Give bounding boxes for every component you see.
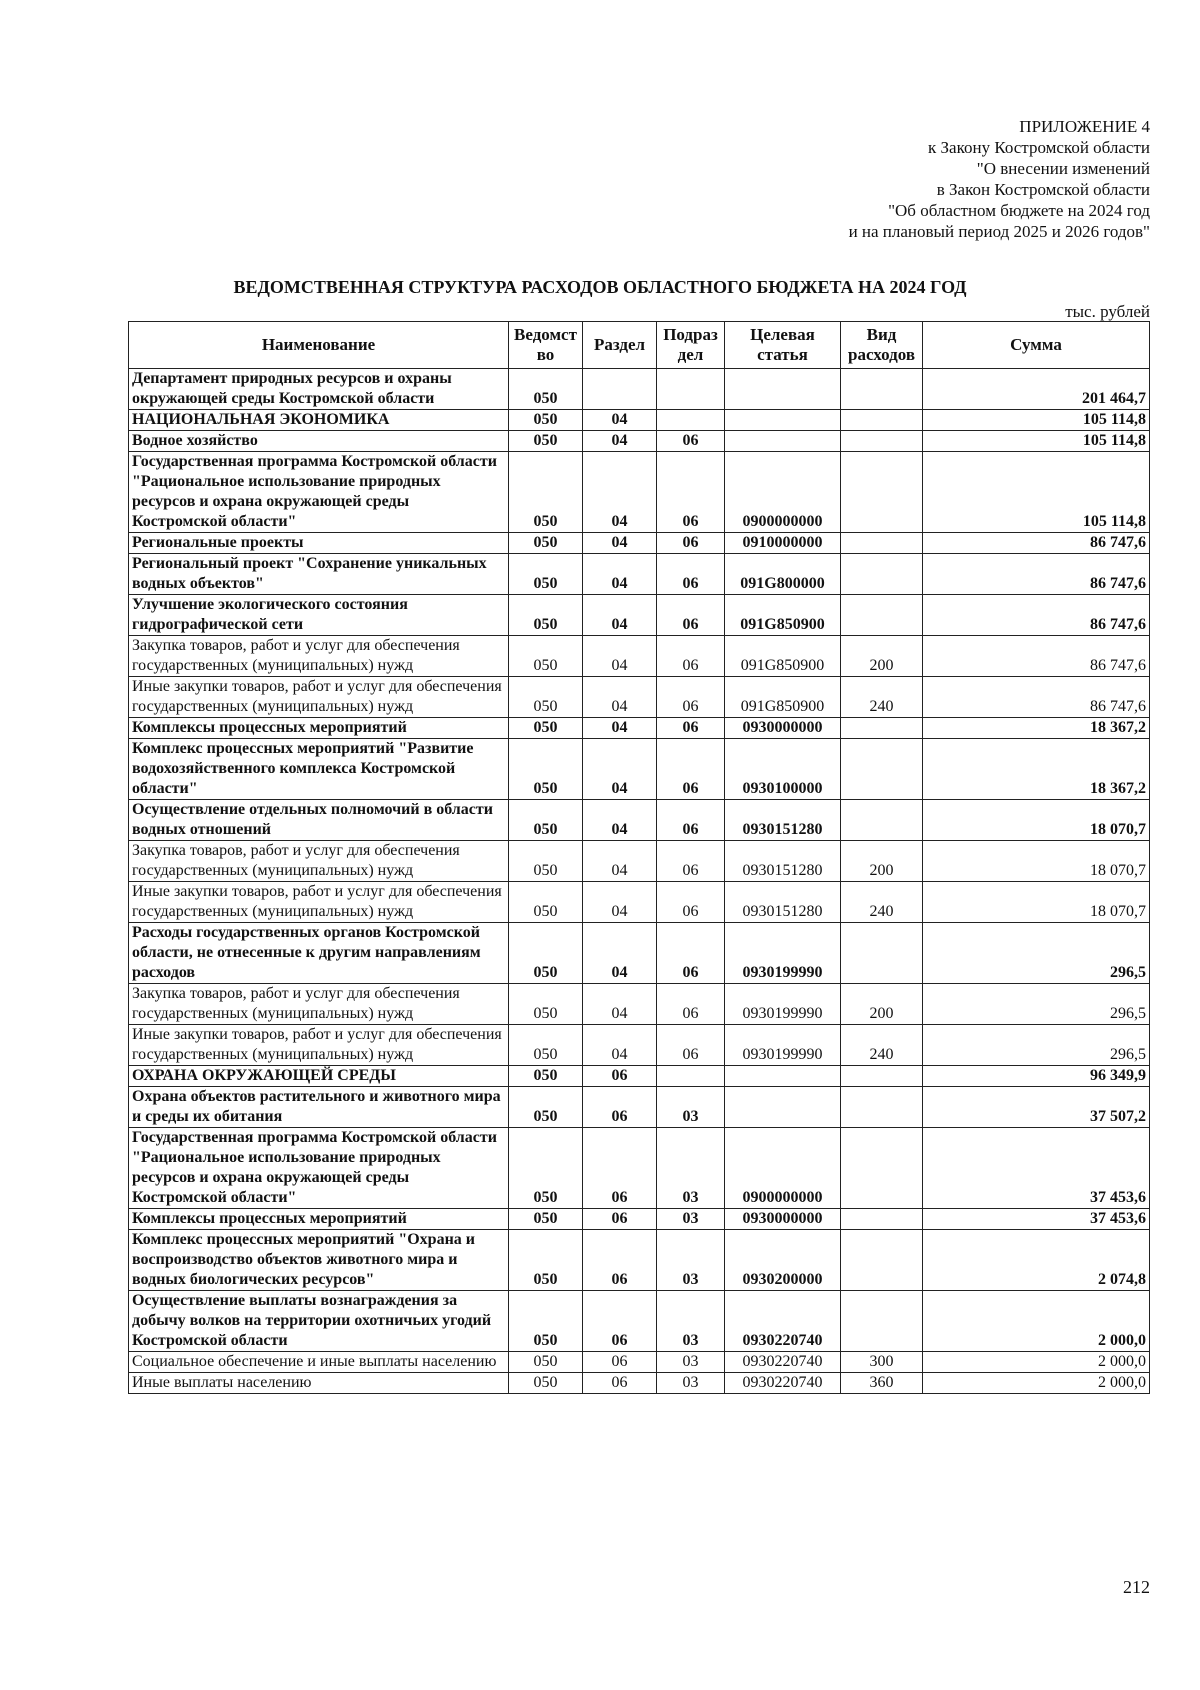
row-expense-type: [841, 1291, 923, 1352]
row-dept: 050: [509, 1230, 583, 1291]
row-subsection: 06: [657, 841, 725, 882]
row-name: Иные закупки товаров, работ и услуг для обеспечения государственных (муниципальных) нужд: [129, 1025, 509, 1066]
row-sum: 2 074,8: [923, 1230, 1150, 1291]
table-row: [129, 1373, 1150, 1394]
row-section: 04: [583, 800, 657, 841]
header-section: Раздел: [583, 322, 657, 369]
row-sum: 18 367,2: [923, 739, 1150, 800]
row-target: 0930000000: [725, 1209, 841, 1230]
row-expense-type: [841, 923, 923, 984]
row-subsection: 03: [657, 1373, 725, 1394]
row-section: [583, 369, 657, 410]
row-sum: 18 070,7: [923, 800, 1150, 841]
row-name: Водное хозяйство: [129, 431, 509, 452]
row-section: 06: [583, 1128, 657, 1209]
row-name: Иные закупки товаров, работ и услуг для обеспечения государственных (муниципальных) нужд: [129, 677, 509, 718]
row-sum: 37 453,6: [923, 1128, 1150, 1209]
row-name: Закупка товаров, работ и услуг для обеспечения государственных (муниципальных) нужд: [129, 841, 509, 882]
row-target: 0930199990: [725, 984, 841, 1025]
table-row: [129, 1087, 1150, 1128]
table-row: [129, 923, 1150, 984]
table-row: [129, 410, 1150, 431]
row-sum: 2 000,0: [923, 1373, 1150, 1394]
document-title: ВЕДОМСТВЕННАЯ СТРУКТУРА РАСХОДОВ ОБЛАСТНОГО БЮДЖЕТА НА 2024 ГОД: [233, 277, 967, 297]
row-target: [725, 1066, 841, 1087]
row-dept: 050: [509, 718, 583, 739]
row-name: Комплексы процессных мероприятий: [129, 1209, 509, 1230]
table-row: [129, 452, 1150, 533]
row-sum: 86 747,6: [923, 595, 1150, 636]
row-dept: 050: [509, 1373, 583, 1394]
table-row: [129, 1025, 1150, 1066]
row-target: [725, 431, 841, 452]
table-row: [129, 533, 1150, 554]
table-row: [129, 800, 1150, 841]
row-target: 0930220740: [725, 1352, 841, 1373]
appendix-line: "О внесении изменений: [976, 159, 1150, 178]
row-target: 0910000000: [725, 533, 841, 554]
row-expense-type: [841, 431, 923, 452]
row-subsection: 03: [657, 1291, 725, 1352]
row-expense-type: 200: [841, 636, 923, 677]
row-section: 04: [583, 739, 657, 800]
row-target: 0930200000: [725, 1230, 841, 1291]
row-expense-type: [841, 800, 923, 841]
row-dept: 050: [509, 369, 583, 410]
row-target: 091G850900: [725, 636, 841, 677]
header-target: Целевая статья: [725, 322, 841, 369]
row-target: 091G850900: [725, 677, 841, 718]
row-dept: 050: [509, 1066, 583, 1087]
row-section: 06: [583, 1291, 657, 1352]
row-expense-type: [841, 718, 923, 739]
appendix-line: к Закону Костромской области: [928, 138, 1150, 157]
row-subsection: 06: [657, 1025, 725, 1066]
row-expense-type: [841, 554, 923, 595]
row-sum: 37 453,6: [923, 1209, 1150, 1230]
row-expense-type: [841, 1230, 923, 1291]
row-dept: 050: [509, 923, 583, 984]
row-subsection: 06: [657, 882, 725, 923]
row-sum: 105 114,8: [923, 452, 1150, 533]
row-expense-type: [841, 1066, 923, 1087]
row-name: Осуществление отдельных полномочий в области водных отношений: [129, 800, 509, 841]
table-row: [129, 1128, 1150, 1209]
row-name: Комплекс процессных мероприятий "Развитие водохозяйственного комплекса Костромской области": [129, 739, 509, 800]
row-name: Комплексы процессных мероприятий: [129, 718, 509, 739]
row-section: 04: [583, 452, 657, 533]
row-target: 0930000000: [725, 718, 841, 739]
row-dept: 050: [509, 677, 583, 718]
row-sum: 2 000,0: [923, 1291, 1150, 1352]
row-section: 04: [583, 636, 657, 677]
table-row: [129, 1230, 1150, 1291]
row-sum: 37 507,2: [923, 1087, 1150, 1128]
page-number: 212: [1123, 1577, 1150, 1597]
row-subsection: 06: [657, 595, 725, 636]
row-expense-type: [841, 410, 923, 431]
row-subsection: 06: [657, 800, 725, 841]
row-expense-type: [841, 1087, 923, 1128]
row-target: 0930100000: [725, 739, 841, 800]
row-section: 04: [583, 1025, 657, 1066]
row-dept: 050: [509, 1025, 583, 1066]
row-name: Улучшение экологического состояния гидрографической сети: [129, 595, 509, 636]
row-subsection: 06: [657, 636, 725, 677]
row-sum: 105 114,8: [923, 431, 1150, 452]
row-subsection: [657, 369, 725, 410]
row-section: 04: [583, 841, 657, 882]
table-row: [129, 739, 1150, 800]
row-expense-type: [841, 452, 923, 533]
row-dept: 050: [509, 739, 583, 800]
row-section: 06: [583, 1209, 657, 1230]
row-expense-type: [841, 595, 923, 636]
row-section: 04: [583, 923, 657, 984]
row-subsection: [657, 410, 725, 431]
row-sum: 18 367,2: [923, 718, 1150, 739]
appendix-line: ПРИЛОЖЕНИЕ 4: [1019, 117, 1150, 136]
row-subsection: 03: [657, 1209, 725, 1230]
row-name: Закупка товаров, работ и услуг для обеспечения государственных (муниципальных) нужд: [129, 636, 509, 677]
row-name: Региональные проекты: [129, 533, 509, 554]
appendix-line: "Об областном бюджете на 2024 год: [888, 201, 1150, 220]
header-name: Наименование: [129, 322, 509, 369]
row-sum: 2 000,0: [923, 1352, 1150, 1373]
row-section: 06: [583, 1087, 657, 1128]
row-target: 0930151280: [725, 800, 841, 841]
row-expense-type: 300: [841, 1352, 923, 1373]
row-name: НАЦИОНАЛЬНАЯ ЭКОНОМИКА: [129, 410, 509, 431]
row-subsection: 03: [657, 1087, 725, 1128]
table-row: [129, 677, 1150, 718]
row-sum: 18 070,7: [923, 882, 1150, 923]
row-target: 0930199990: [725, 923, 841, 984]
header-sum: Сумма: [923, 322, 1150, 369]
row-name: Социальное обеспечение и иные выплаты населению: [129, 1352, 509, 1373]
row-section: 04: [583, 595, 657, 636]
appendix-line: в Закон Костромской области: [936, 180, 1150, 199]
row-subsection: 06: [657, 923, 725, 984]
row-name: Департамент природных ресурсов и охраны окружающей среды Костромской области: [129, 369, 509, 410]
row-dept: 050: [509, 800, 583, 841]
appendix-header: [849, 116, 1150, 242]
units-label: тыс. рублей: [1065, 302, 1150, 321]
row-expense-type: [841, 1128, 923, 1209]
table-row: [129, 1066, 1150, 1087]
row-section: 06: [583, 1352, 657, 1373]
row-name: Охрана объектов растительного и животного мира и среды их обитания: [129, 1087, 509, 1128]
row-expense-type: 360: [841, 1373, 923, 1394]
row-target: 0900000000: [725, 1128, 841, 1209]
row-subsection: 06: [657, 718, 725, 739]
table-row: [129, 1209, 1150, 1230]
table-row: [129, 554, 1150, 595]
table-row: [129, 369, 1150, 410]
row-dept: 050: [509, 1291, 583, 1352]
row-expense-type: 200: [841, 841, 923, 882]
row-name: Закупка товаров, работ и услуг для обеспечения государственных (муниципальных) нужд: [129, 984, 509, 1025]
row-sum: 96 349,9: [923, 1066, 1150, 1087]
row-expense-type: [841, 369, 923, 410]
row-dept: 050: [509, 1087, 583, 1128]
row-target: 0930151280: [725, 841, 841, 882]
row-sum: 86 747,6: [923, 533, 1150, 554]
table-body: [129, 369, 1150, 1394]
row-target: [725, 410, 841, 431]
row-dept: 050: [509, 410, 583, 431]
row-subsection: [657, 1066, 725, 1087]
row-dept: 050: [509, 1352, 583, 1373]
row-sum: 105 114,8: [923, 410, 1150, 431]
table-row: [129, 595, 1150, 636]
row-section: 06: [583, 1373, 657, 1394]
row-dept: 050: [509, 533, 583, 554]
budget-table: [128, 321, 1150, 1394]
row-expense-type: [841, 739, 923, 800]
row-dept: 050: [509, 452, 583, 533]
row-target: 0930151280: [725, 882, 841, 923]
row-target: 0930199990: [725, 1025, 841, 1066]
row-section: 06: [583, 1230, 657, 1291]
row-target: 091G800000: [725, 554, 841, 595]
row-section: 04: [583, 431, 657, 452]
row-name: Иные выплаты населению: [129, 1373, 509, 1394]
row-subsection: 06: [657, 677, 725, 718]
header-dept: Ведомст во: [509, 322, 583, 369]
row-dept: 050: [509, 984, 583, 1025]
row-dept: 050: [509, 554, 583, 595]
row-sum: 201 464,7: [923, 369, 1150, 410]
table-row: [129, 841, 1150, 882]
row-expense-type: 240: [841, 677, 923, 718]
table-row: [129, 1352, 1150, 1373]
row-name: ОХРАНА ОКРУЖАЮЩЕЙ СРЕДЫ: [129, 1066, 509, 1087]
row-subsection: 06: [657, 739, 725, 800]
table-row: [129, 1291, 1150, 1352]
row-name: Расходы государственных органов Костромской области, не отнесенные к другим направлениям расходов: [129, 923, 509, 984]
row-sum: 86 747,6: [923, 554, 1150, 595]
row-sum: 86 747,6: [923, 636, 1150, 677]
table-row: [129, 984, 1150, 1025]
row-section: 04: [583, 882, 657, 923]
row-dept: 050: [509, 595, 583, 636]
row-name: Осуществление выплаты вознаграждения за добычу волков на территории охотничьих угодий Костромской области: [129, 1291, 509, 1352]
row-sum: 296,5: [923, 1025, 1150, 1066]
row-section: 04: [583, 984, 657, 1025]
row-subsection: 06: [657, 984, 725, 1025]
table-header-row: [129, 322, 1150, 369]
header-expense-type: Вид расходов: [841, 322, 923, 369]
row-sum: 18 070,7: [923, 841, 1150, 882]
row-target: 0930220740: [725, 1291, 841, 1352]
table-row: [129, 882, 1150, 923]
row-target: [725, 369, 841, 410]
table-row: [129, 718, 1150, 739]
row-subsection: 06: [657, 554, 725, 595]
row-target: 0930220740: [725, 1373, 841, 1394]
row-sum: 296,5: [923, 984, 1150, 1025]
row-dept: 050: [509, 1209, 583, 1230]
row-expense-type: 200: [841, 984, 923, 1025]
row-section: 04: [583, 554, 657, 595]
row-expense-type: 240: [841, 1025, 923, 1066]
row-name: Комплекс процессных мероприятий "Охрана и воспроизводство объектов животного мира и водных биологических ресурсов": [129, 1230, 509, 1291]
row-target: 0900000000: [725, 452, 841, 533]
row-dept: 050: [509, 1128, 583, 1209]
row-expense-type: [841, 533, 923, 554]
row-name: Региональный проект "Сохранение уникальных водных объектов": [129, 554, 509, 595]
row-expense-type: 240: [841, 882, 923, 923]
row-dept: 050: [509, 841, 583, 882]
row-subsection: 03: [657, 1128, 725, 1209]
row-subsection: 03: [657, 1230, 725, 1291]
row-sum: 296,5: [923, 923, 1150, 984]
row-target: 091G850900: [725, 595, 841, 636]
appendix-line: и на плановый период 2025 и 2026 годов": [848, 222, 1150, 241]
row-name: Иные закупки товаров, работ и услуг для обеспечения государственных (муниципальных) нужд: [129, 882, 509, 923]
row-subsection: 06: [657, 533, 725, 554]
row-subsection: 06: [657, 452, 725, 533]
row-expense-type: [841, 1209, 923, 1230]
row-dept: 050: [509, 882, 583, 923]
table-row: [129, 431, 1150, 452]
row-name: Государственная программа Костромской области "Рациональное использование природных ресурсов и охрана окружающей среды Костромской области": [129, 1128, 509, 1209]
row-name: Государственная программа Костромской области "Рациональное использование природных ресурсов и охрана окружающей среды Костромской области": [129, 452, 509, 533]
row-dept: 050: [509, 431, 583, 452]
row-section: 04: [583, 718, 657, 739]
row-target: [725, 1087, 841, 1128]
row-sum: 86 747,6: [923, 677, 1150, 718]
row-section: 04: [583, 533, 657, 554]
row-subsection: 03: [657, 1352, 725, 1373]
table-row: [129, 636, 1150, 677]
row-subsection: 06: [657, 431, 725, 452]
row-section: 06: [583, 1066, 657, 1087]
row-dept: 050: [509, 636, 583, 677]
header-subsection: Подраз дел: [657, 322, 725, 369]
row-section: 04: [583, 410, 657, 431]
row-section: 04: [583, 677, 657, 718]
